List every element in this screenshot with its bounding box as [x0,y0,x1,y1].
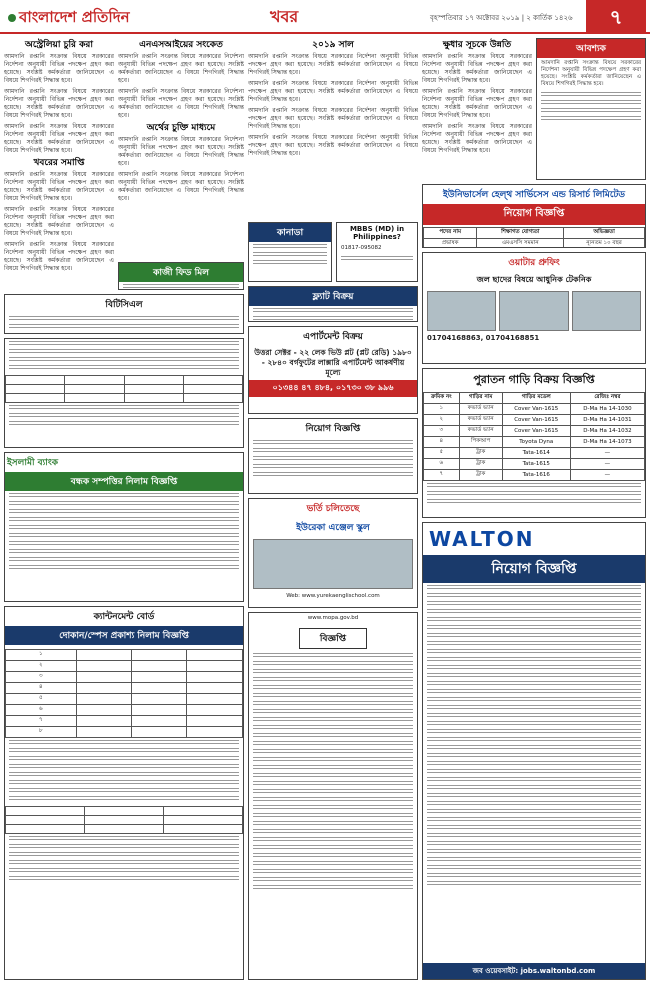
article-text: আমদানি রপ্তানি সংক্রান্ত বিষয়ে সরকারের নির্দেশনা অনুযায়ী বিভিন্ন পদক্ষেপ গ্রহণ করা হয়েছে। সংশ্লিষ্ট কর্মকর্তারা জানিয়েছেন এ বিষয়ে শিগগিরই সিদ্ধান্ত হবে। [4,53,114,84]
flat-sale-ad [248,286,418,322]
article-text: আমদানি রপ্তানি সংক্রান্ত বিষয়ে সরকারের নির্দেশনা অনুযায়ী বিভিন্ন পদক্ষেপ গ্রহণ করা হয়েছে। সংশ্লিষ্ট কর্মকর্তারা জানিয়েছেন এ বিষয়ে শিগগিরই সিদ্ধান্ত হবে। [248,134,418,157]
table-header: ক্রমিক নং [424,393,460,404]
tender-notice [4,338,244,448]
article-text: আমদানি রপ্তানি সংক্রান্ত বিষয়ে সরকারের নির্দেশনা অনুযায়ী বিভিন্ন পদক্ষেপ গ্রহণ করা হয়েছে। সংশ্লিষ্ট কর্মকর্তারা জানিয়েছেন এ বিষয়ে শিগগিরই সিদ্ধান্ত হবে। [4,88,114,119]
article-text: আমদানি রপ্তানি সংক্রান্ত বিষয়ে সরকারের নির্দেশনা অনুযায়ী বিভিন্ন পদক্ষেপ গ্রহণ করা হয়েছে। সংশ্লিষ্ট কর্মকর্তারা জানিয়েছেন এ বিষয়ে শিগগিরই সিদ্ধান্ত হবে। [4,123,114,154]
walton-job-ad [422,522,646,980]
ad-phone: 01704168863, 01704168851 [427,334,540,342]
ad-title: আবশ্যক [537,39,645,58]
table-cell: ৩ [424,426,460,437]
ad-subtitle: দোকান/স্পেস প্রকাশ্য নিলাম বিজ্ঞপ্তি [5,626,243,645]
school-name: ইউরেকা এঞ্জেল স্কুল [296,523,370,533]
table-cell: D-Ma Ha 14-1030 [570,404,644,415]
table-cell: পিকআপ [459,437,502,448]
waterproof-ad [422,252,646,364]
apartment-sale-ad [248,326,418,414]
article-text: আমদানি রপ্তানি সংক্রান্ত বিষয়ে সরকারের নির্দেশনা অনুযায়ী বিভিন্ন পদক্ষেপ গ্রহণ করা হয়েছে। সংশ্লিষ্ট কর্মকর্তারা জানিয়েছেন এ বিষয়ে শিগগিরই সিদ্ধান্ত হবে। [422,123,532,154]
headline: খবরের সমাপ্তি [33,158,85,168]
school-ad [248,498,418,608]
table-cell: Tata-1615 [502,459,570,470]
table-header: পদের নাম [424,228,477,239]
table-cell: Toyota Dyna [502,437,570,448]
ad-title: নিয়োগ বিজ্ঞপ্তি [305,424,361,434]
table-cell: Tata-1616 [502,470,570,481]
ad-phone: ০১৩৪৪ ৪৭ ৪৮৪, ০১৭৩০ ৩৮ ৯৯৬ [249,380,417,397]
table-cell: D-Ma Ha 14-1032 [570,426,644,437]
table-cell: ট্রাক [459,459,502,470]
news-column-3 [248,38,418,218]
table-cell: — [570,470,644,481]
table-cell: কভার্ড ভ্যান [459,415,502,426]
table-cell: ৬ [424,459,460,470]
ad-subtitle: নিয়োগ বিজ্ঞপ্তি [423,204,645,225]
headline: অর্থের চুক্তি মাধ্যমে [146,123,216,133]
walton-website: জব ওয়েবসাইট: jobs.waltonbd.com [423,963,645,979]
table-header: অভিজ্ঞতা [564,228,645,239]
table-cell: Cover Van-1615 [502,415,570,426]
government-notice [248,612,418,980]
roof-photo [499,291,568,331]
table-cell: কভার্ড ভ্যান [459,404,502,415]
ad-subtitle: জল ছাদের বিষয়ে আধুনিক টেকনিক [476,275,592,284]
ad-text: আমদানি রপ্তানি সংক্রান্ত বিষয়ে সরকারের নির্দেশনা অনুযায়ী বিভিন্ন পদক্ষেপ গ্রহণ করা হয়েছে। সংশ্লিষ্ট কর্মকর্তারা জানিয়েছেন এ বিষয়ে শিগগিরই সিদ্ধান্ত হবে। [541,60,641,87]
ad-title: ইসলামী ব্যাংক [7,458,59,468]
car-table [423,392,645,481]
table-cell: D-Ma Ha 14-1031 [570,415,644,426]
section-title: খবর [270,7,299,26]
table-cell: ন্যূনতম ১০ বছর [564,239,645,249]
ad-title: ভর্তি চলিতেছে [306,504,360,514]
table-cell: — [570,459,644,470]
table-row [424,415,645,426]
ad-title: ওয়াটার প্রুফিং [508,258,560,268]
table-row [424,459,645,470]
table-cell: ৫ [424,448,460,459]
table-row [424,470,645,481]
article-text: আমদানি রপ্তানি সংক্রান্ত বিষয়ে সরকারের নির্দেশনা অনুযায়ী বিভিন্ন পদক্ষেপ গ্রহণ করা হয়েছে। সংশ্লিষ্ট কর্মকর্তারা জানিয়েছেন এ বিষয়ে শিগগিরই সিদ্ধান্ত হবে। [118,88,244,119]
article-text: আমদানি রপ্তানি সংক্রান্ত বিষয়ে সরকারের নির্দেশনা অনুযায়ী বিভিন্ন পদক্ষেপ গ্রহণ করা হয়েছে। সংশ্লিষ্ট কর্মকর্তারা জানিয়েছেন এ বিষয়ে শিগগিরই সিদ্ধান্ত হবে। [4,206,114,237]
table-row [424,404,645,415]
universal-health-ad [422,184,646,248]
table-row [424,448,645,459]
kaji-ad [118,262,244,290]
issue-date: বৃহস্পতিবার ১৭ অক্টোবর ২০১৯ | ২ কার্তিক ১৪২৬ [430,14,573,22]
roof-photo [572,291,641,331]
canada-ad [248,222,332,282]
ad-title: এপার্টমেন্ট বিক্রয় [303,332,363,342]
article-text: আমদানি রপ্তানি সংক্রান্ত বিষয়ে সরকারের নির্দেশনা অনুযায়ী বিভিন্ন পদক্ষেপ গ্রহণ করা হয়েছে। সংশ্লিষ্ট কর্মকর্তারা জানিয়েছেন এ বিষয়ে শিগগিরই সিদ্ধান্ত হবে। [248,53,418,76]
newspaper-logo [8,6,130,31]
article-text: আমদানি রপ্তানি সংক্রান্ত বিষয়ে সরকারের নির্দেশনা অনুযায়ী বিভিন্ন পদক্ষেপ গ্রহণ করা হয়েছে। সংশ্লিষ্ট কর্মকর্তারা জানিয়েছেন এ বিষয়ে শিগগিরই সিদ্ধান্ত হবে। [118,53,244,84]
table-header: শিক্ষাগত যোগ্যতা [477,228,564,239]
table-header: গাড়ির মডেল [502,393,570,404]
ad-title: ইউনিভার্সেল হেল্থ সার্ভিসেস এন্ড রিসার্চ লিমিটেড [442,190,626,200]
article-text: আমদানি রপ্তানি সংক্রান্ত বিষয়ে সরকারের নির্দেশনা অনুযায়ী বিভিন্ন পদক্ষেপ গ্রহণ করা হয়েছে। সংশ্লিষ্ট কর্মকর্তারা জানিয়েছেন এ বিষয়ে শিগগিরই সিদ্ধান্ত হবে। [118,136,244,167]
table-cell: ১ [424,404,460,415]
table-cell: ৭ [424,470,460,481]
ad-title: ফ্ল্যাট বিক্রয় [249,287,417,306]
table-row [424,426,645,437]
table-cell: Cover Van-1615 [502,404,570,415]
table-cell: প্রভাষক [424,239,477,249]
classified-ad [536,38,646,180]
article-text: আমদানি রপ্তানি সংক্রান্ত বিষয়ে সরকারের নির্দেশনা অনুযায়ী বিভিন্ন পদক্ষেপ গ্রহণ করা হয়েছে। সংশ্লিষ্ট কর্মকর্তারা জানিয়েছেন এ বিষয়ে শিগগিরই সিদ্ধান্ত হবে। [422,53,532,84]
table-cell: D-Ma Ha 14-1073 [570,437,644,448]
cantonment-ad [4,606,244,980]
headline: ২০১৯ সাল [312,40,354,50]
table-cell: কভার্ড ভ্যান [459,426,502,437]
news-column-1 [4,38,114,308]
ad-title: পুরাতন গাড়ি বিক্রয় বিজ্ঞপ্তি [473,373,595,386]
ad-title: নিয়োগ বিজ্ঞপ্তি [423,555,645,583]
table-cell: — [570,448,644,459]
table-cell: Cover Van-1615 [502,426,570,437]
table-header: রেজিঃ নম্বর [570,393,644,404]
ad-phone: 01817-095082 [341,245,382,251]
ad-title: কাজী ফিড মিল [119,263,243,282]
mbbs-ad [336,222,418,282]
article-text: আমদানি রপ্তানি সংক্রান্ত বিষয়ে সরকারের নির্দেশনা অনুযায়ী বিভিন্ন পদক্ষেপ গ্রহণ করা হয়েছে। সংশ্লিষ্ট কর্মকর্তারা জানিয়েছেন এ বিষয়ে শিগগিরই সিদ্ধান্ত হবে। [4,171,114,202]
btcl-ad [4,294,244,334]
page-number: ৭ [586,0,646,34]
table-row [424,437,645,448]
headline: ক্ষুধার সূচকে উন্নতি [442,40,512,50]
tender-table [5,375,243,403]
school-photo [253,539,413,589]
walton-logo: WALTON [429,527,535,551]
headline: অস্ট্রেলিয়া চুরি করা [25,40,93,50]
school-website: Web: www.yurekaenglischool.com [286,593,380,599]
ad-title: MBBS (MD) in Philippines? [349,225,405,241]
article-text: আমদানি রপ্তানি সংক্রান্ত বিষয়ে সরকারের নির্দেশনা অনুযায়ী বিভিন্ন পদক্ষেপ গ্রহণ করা হয়েছে। সংশ্লিষ্ট কর্মকর্তারা জানিয়েছেন এ বিষয়ে শিগগিরই সিদ্ধান্ত হবে। [118,171,244,202]
ad-title: কানাডা [249,223,331,242]
car-sale-ad [422,368,646,518]
masthead [0,0,650,34]
article-text: আমদানি রপ্তানি সংক্রান্ত বিষয়ে সরকারের নির্দেশনা অনুযায়ী বিভিন্ন পদক্ষেপ গ্রহণ করা হয়েছে। সংশ্লিষ্ট কর্মকর্তারা জানিয়েছেন এ বিষয়ে শিগগিরই সিদ্ধান্ত হবে। [4,241,114,272]
auction-table-2 [5,806,243,834]
ad-text: উত্তরা সেক্টর - ২২ লেক ভিউ প্লট (প্লট রেডি) ১৯৮০ - ২৮৪০ বর্গফুটের লাক্সারি এপার্টমেন্ট আকর্ষণীয় মূল্যে [254,348,412,377]
article-text: আমদানি রপ্তানি সংক্রান্ত বিষয়ে সরকারের নির্দেশনা অনুযায়ী বিভিন্ন পদক্ষেপ গ্রহণ করা হয়েছে। সংশ্লিষ্ট কর্মকর্তারা জানিয়েছেন এ বিষয়ে শিগগিরই সিদ্ধান্ত হবে। [422,88,532,119]
ad-title: বিজ্ঞপ্তি [299,628,367,649]
news-column-2 [118,38,244,258]
table-cell: ৪ [424,437,460,448]
ad-title: বিটিসিএল [105,300,143,310]
recruitment-ad [248,418,418,494]
headline: এনএসআইয়ের সংকেত [139,40,223,50]
article-text: আমদানি রপ্তানি সংক্রান্ত বিষয়ে সরকারের নির্দেশনা অনুযায়ী বিভিন্ন পদক্ষেপ গ্রহণ করা হয়েছে। সংশ্লিষ্ট কর্মকর্তারা জানিয়েছেন এ বিষয়ে শিগগিরই সিদ্ধান্ত হবে। [248,107,418,130]
table-cell: এমএসসি সমমান [477,239,564,249]
ad-title: ক্যান্টনমেন্ট বোর্ড [93,612,155,622]
table-header: গাড়ির নাম [459,393,502,404]
auction-table: ১ ২ ৩ ৪ ৫ ৬ ৭ ৮ [5,649,243,738]
job-table [423,227,645,248]
table-cell: ট্রাক [459,470,502,481]
table-cell: Tata-1614 [502,448,570,459]
gov-website: www.mopa.gov.bd [307,615,359,621]
logo-text: বাংলাদেশ প্রতিদিন [19,8,130,26]
islami-bank-ad [4,452,244,602]
table-cell: ২ [424,415,460,426]
table-cell: ট্রাক [459,448,502,459]
ad-subtitle: বন্ধক সম্পত্তির নিলাম বিজ্ঞপ্তি [5,472,243,491]
roof-photo [427,291,496,331]
article-text: আমদানি রপ্তানি সংক্রান্ত বিষয়ে সরকারের নির্দেশনা অনুযায়ী বিভিন্ন পদক্ষেপ গ্রহণ করা হয়েছে। সংশ্লিষ্ট কর্মকর্তারা জানিয়েছেন এ বিষয়ে শিগগিরই সিদ্ধান্ত হবে। [248,80,418,103]
